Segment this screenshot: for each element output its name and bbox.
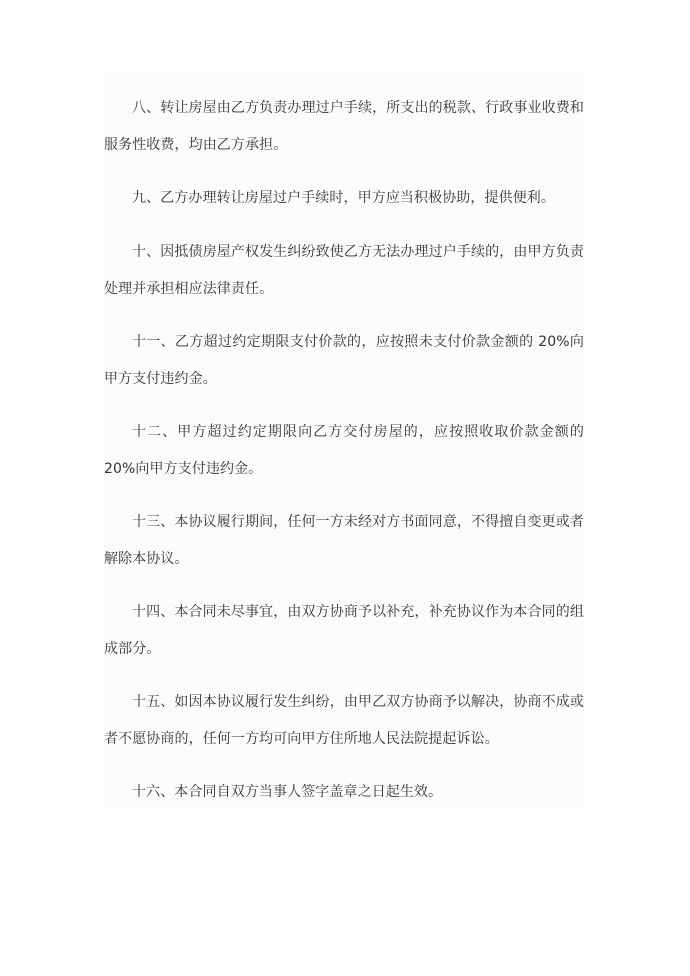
clause-13: 十三、本协议履行期间，任何一方未经对方书面同意，不得擅自变更或者解除本协议。: [104, 514, 584, 567]
clause-9: 九、乙方办理转让房屋过户手续时，甲方应当积极协助，提供便利。: [132, 190, 555, 206]
clause-14: 十四、本合同未尽事宜，由双方协商予以补充，补充协议作为本合同的组成部分。: [104, 604, 584, 657]
clause-12: 十二、甲方超过约定期限向乙方交付房屋的，应按照收取价款金额的 20%向甲方支付违约金。: [104, 424, 584, 477]
clause-11: 十一、乙方超过约定期限支付价款的，应按照未支付价款金额的 20%向甲方支付违约金。: [104, 334, 584, 387]
clause-10: 十、因抵债房屋产权发生纠纷致使乙方无法办理过户手续的，由甲方负责处理并承担相应法律责任。: [104, 244, 584, 297]
clause-15: 十五、如因本协议履行发生纠纷，由甲乙双方协商予以解决，协商不成或者不愿协商的，任何一方均可向甲方住所地人民法院提起诉讼。: [104, 694, 584, 747]
document-body: [104, 72, 584, 808]
clause-16: 十六、本合同自双方当事人签字盖章之日起生效。: [132, 784, 443, 800]
clause-8: 八、转让房屋由乙方负责办理过户手续，所支出的税款、行政事业收费和服务性收费，均由乙方承担。: [104, 100, 584, 153]
